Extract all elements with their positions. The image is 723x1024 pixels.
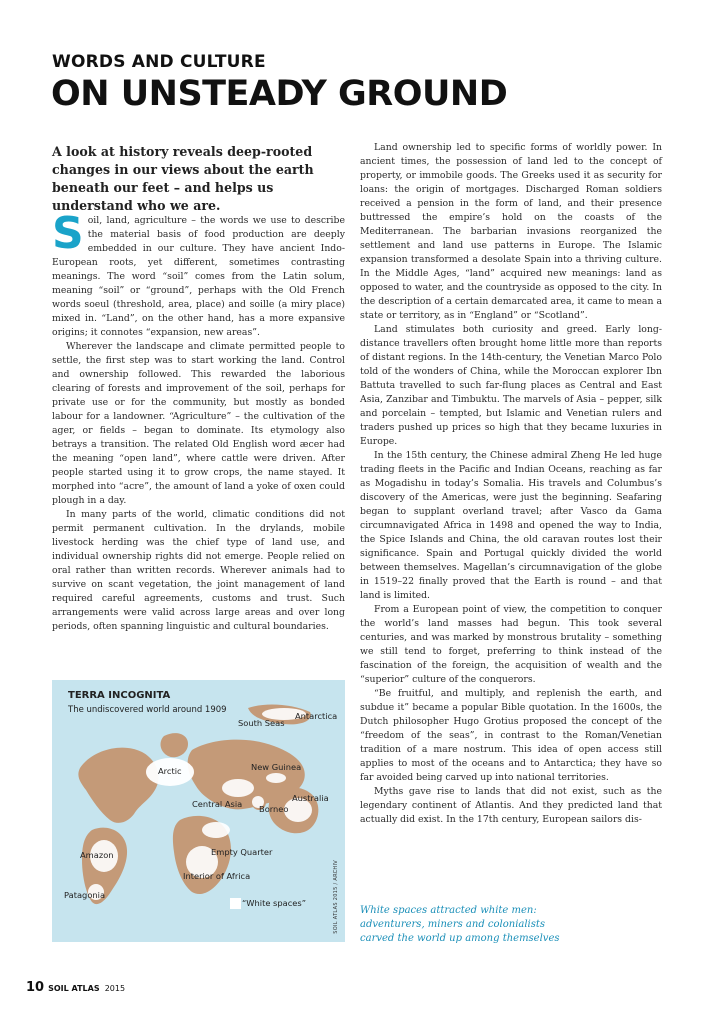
magazine-year: 2015: [104, 984, 126, 993]
article-paragraph: In many parts of the world, climatic conditions did not permit permanent cultivation. In the drylands, mobile livestock herding was the chief type of land use, and individual ownership rights did not emerge. People relied on oral rather than written records. Wherever animals had to survive on scant vegetation, the joint management of land required careful agreements, customs and trust. Such arrangements were valid across large areas and over long periods, often spanning linguistic and cultural boundaries.: [52, 509, 345, 632]
map-caption: White spaces attracted white men: adventurers, miners and colonialists carved the world up among themselves: [360, 905, 560, 944]
article-paragraph: “Be fruitful, and multiply, and replenish the earth, and subdue it” became a popular Bible quotation. In the 1600s, the Dutch philosopher Hugo Grotius proposed the concept of the “freedom of the seas”, in contrast to the Roman/Venetian tradition of a mare nostrum. This idea of open access still applies to most of the oceans and to Antarctica; they have so far avoided being carved up into national territories.: [360, 688, 662, 783]
map-label-empty-quarter: Empty Quarter: [211, 847, 273, 857]
map-label-australia: Australia: [292, 793, 329, 803]
article-paragraph: Soil, land, agriculture – the words we use to describe the material basis of food production are deeply embedded in our culture. They have ancient Indo-European roots, yet different, sometimes contrasting meanings. The word “soil” comes from the Latin solum, meaning “soil” or “ground”, perhaps with the Old French words soeul (threshold, area, place) and soille (a miry place) mixed in. “Land”, on the other hand, has a more expansive origins; it connotes “expansion, new areas”.: [52, 208, 345, 338]
page-number: 10: [26, 980, 45, 995]
landmass-north-america: [78, 748, 158, 823]
article-paragraph: In the 15th century, the Chinese admiral Zheng He led huge trading fleets in the Pacific and Indian Oceans, reaching as far as Mogadishu in today’s Somalia. His travels and Columbus’s discovery of the Americas, were just the beginning. Seafaring began to supplant overland travel; after Vasco da Gama circumnavigated Africa in 1498 and opened the way to India, the Spice Islands and China, the old caravan routes lost their significance. Spain and Portugal quickly divided the world between themselves. Magellan’s circumnavigation of the globe in 1519–22 finally proved that the Earth is round – and that land is limited.: [360, 450, 662, 601]
map-subtitle: The undiscovered world around 1909: [68, 705, 227, 715]
legend-swatch-white-spaces: [230, 898, 241, 909]
page-footer: [26, 976, 125, 995]
section-kicker: WORDS AND CULTURE: [52, 52, 266, 72]
landmass-greenland: [161, 733, 188, 757]
article-right-column: [360, 141, 662, 827]
legend-label-white-spaces: “White spaces”: [242, 898, 307, 908]
article-paragraph: From a European point of view, the competition to conquer the world’s land masses had begun. This took several centuries, and was marked by monstrous brutality – something we still tend to forget, preferring to think instead of the fascination of the foreign, the acquisition of wealth and the “superior” culture of the conquerors.: [360, 604, 662, 685]
map-label-patagonia: Patagonia: [64, 890, 106, 900]
world-map-figure: [52, 680, 345, 942]
map-title: TERRA INCOGNITA: [68, 690, 171, 701]
map-label-borneo: Borneo: [259, 804, 289, 814]
article-paragraph: Land stimulates both curiosity and greed. Early long-distance travellers often brought home little more than reports of distant regions. In the 14th-century, the Venetian Marco Polo told of the wonders of China, while the Moroccan explorer Ibn Battuta travelled to such far-flung places as Central and East Asia, Zanzibar and Timbuktu. The marvels of Asia – pepper, silk and porcelain – tempted, but Islamic and Venetian rulers and traders pushed up prices so high that they became luxuries in Europe.: [360, 324, 662, 447]
article-paragraph: Land ownership led to specific forms of worldly power. In ancient times, the possession of land led to the concept of property, or immobile goods. The Greeks used it as security for loans: the origin of mortgages. Discharged Roman soldiers received a pension in the form of land, and their presence buttressed the empire’s hold on the coasts of the Mediterranean. The barbarian invasions reorganized the settlement and land use patterns in Europe. The Islamic expansion transformed a desolate Spain into a thriving culture. In the Middle Ages, “land” acquired new meanings: land as opposed to water, and the countryside as opposed to the city. In the description of a certain demarcated area, it came to mean a state or territory, as in “England” or “Scotland”.: [360, 142, 662, 321]
map-label-south-seas: South Seas: [238, 718, 285, 728]
magazine-name: SOIL ATLAS: [48, 984, 100, 993]
map-label-amazon: Amazon: [80, 850, 114, 860]
white-space-central-asia: [222, 779, 254, 797]
article-left-column: [52, 208, 345, 634]
map-label-interior-africa: Interior of Africa: [183, 871, 251, 881]
white-space-new-guinea: [266, 773, 286, 783]
article-paragraph: Myths gave rise to lands that did not exist, such as the legendary continent of Atlantis. And they predicted land that actually did exist. In the 17th century, European sailors dis-: [360, 786, 662, 825]
intro-lede: A look at history reveals deep-rooted changes in our views about the earth beneath our feet – and helps us understand who we are.: [52, 144, 314, 213]
drop-cap: S: [52, 208, 84, 259]
map-label-arctic: Arctic: [158, 766, 182, 776]
page-title: ON UNSTEADY GROUND: [51, 74, 508, 114]
map-label-new-guinea: New Guinea: [251, 762, 302, 772]
map-credit: SOIL ATLAS 2015 / ARCHIV: [333, 860, 339, 934]
map-label-central-asia: Central Asia: [192, 799, 243, 809]
article-paragraph: Wherever the landscape and climate permitted people to settle, the first step was to start working the land. Control and ownership followed. This rewarded the laborious clearing of forests and improvement of the soil, perhaps for private use or for the community, but mostly as bonded labour for a landowner. “Agriculture” – the cultivation of the ager, or fields – began to dominate. Its etymology also betrays a transition. The related Old English word æcer had the meaning “open land”, where cattle were driven. After people started using it to grow crops, the name stayed. It morphed into “acre”, the amount of land a yoke of oxen could plough in a day.: [52, 341, 345, 506]
map-label-antarctica: Antarctica: [295, 711, 338, 721]
white-space-empty-quarter: [202, 822, 230, 838]
